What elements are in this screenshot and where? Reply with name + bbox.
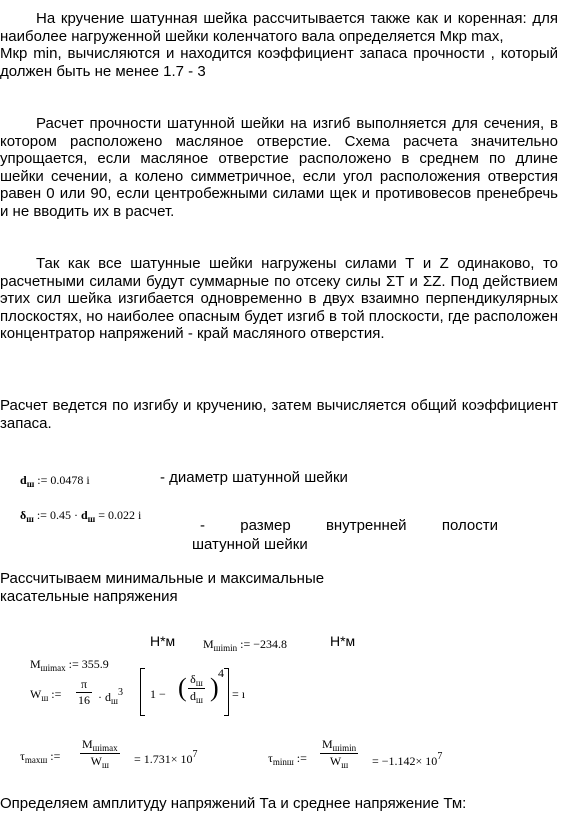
formula-tau-max-frac: $\frac{M_{шimax}}{W_ш}$ — [82, 737, 118, 770]
paragraph-calc-text: Расчет ведется по изгибу и кручению, затем вычисляется общий коэффициент запаса. — [0, 397, 558, 432]
formula-m-min: $M_{шimin}$ := −234.8 — [203, 637, 287, 653]
formula-tau-min: $\tau_{minш}$ := — [268, 751, 307, 767]
paragraph-torsion-cont: Мкр min, вычисляются и находится коэффициент запаса прочности , который должен быть не менее 1.7 - 3 — [0, 45, 558, 80]
footer-paragraph: Определяем амплитуду напряжений Та и среднее напряжение Тм: — [0, 795, 467, 812]
unit-label-2: H*м — [330, 633, 356, 649]
formula-w-pow: 4 — [218, 666, 224, 680]
bracket-right — [224, 668, 229, 716]
formula-w-paren-close: ) — [210, 673, 219, 702]
formula-d-sh-desc: - диаметр шатунной шейки — [160, 469, 348, 486]
unit-label-1: H*м — [150, 633, 176, 649]
formula-w-paren: ( — [178, 673, 187, 702]
bracket-left — [140, 668, 145, 716]
formula-w-lhs: $W_ш$ := — [30, 687, 62, 703]
formula-m-max: $M_{шimax}$ := 355.9 — [30, 657, 109, 673]
formula-w-d: · $d_ш^3$ — [98, 687, 123, 706]
paragraph-torsion-text: На кручение шатунная шейка рассчитывается также как и коренная: для наиболее нагруженной шейки коленчатого вала определяется Мкр max, — [0, 10, 558, 45]
formula-tau-max-result: = $1.731\times 10^7$ — [134, 749, 198, 766]
paragraph-bending — [0, 115, 558, 220]
paragraph-torsion — [0, 10, 558, 80]
paragraph-forces — [0, 255, 558, 343]
formula-tau-min-frac: $\frac{M_{шimin}}{W_ш}$ — [322, 737, 357, 770]
paragraph-forces-text: Так как все шатунные шейки нагружены силами Т и Z одинаково, то расчетными силами будут суммарные по отсеку силы ΣТ и ΣZ. Под действием этих сил шейка изгибается одновременно в двух взаимно перпендикулярных плоскостях, но наиболее опасным будет изгиб в той плоскости, где расположен концентратор напряжений - край масляного отверстия. — [0, 255, 558, 342]
formula-w-eq: = ı — [232, 687, 246, 701]
formula-tau-max: $\tau_{maxш}$ := — [20, 749, 61, 765]
formula-tau-min-result: = $-1.142\times 10^7$ — [372, 751, 443, 768]
formula-d-sh: $d_ш$ := 0.0478 i — [20, 473, 90, 489]
formula-delta-sh: $\delta_ш$ := $0.45 \cdot d_ш = 0.022$ i — [20, 508, 142, 524]
formula-w-frac: $\frac{\pi}{16}$ — [78, 677, 90, 707]
paragraph-calc — [0, 397, 558, 432]
formula-w-one-minus: 1 − — [150, 687, 166, 701]
formula-w-inner-frac: $\frac{\delta_ш}{d_ш}$ — [190, 672, 203, 705]
stress-heading: Рассчитываем минимальные и максимальные касательные напряжения — [0, 570, 325, 605]
paragraph-bending-text: Расчет прочности шатунной шейки на изгиб выполняется для сечения, в котором расположено масляное отверстие. Схема расчета значительно упрощается, если масляное отверстие расположено в среднем по длине шейки сечении, а колено симметричное, если угол расположения отверстия равен 0 или 90, если центробежными силами щек и противовесов пренебречь и не вводить их в расчет. — [0, 115, 558, 220]
formula-delta-sh-desc2: шатунной шейки — [192, 536, 308, 553]
formula-delta-sh-desc1: - размер внутренней полости — [200, 517, 498, 534]
